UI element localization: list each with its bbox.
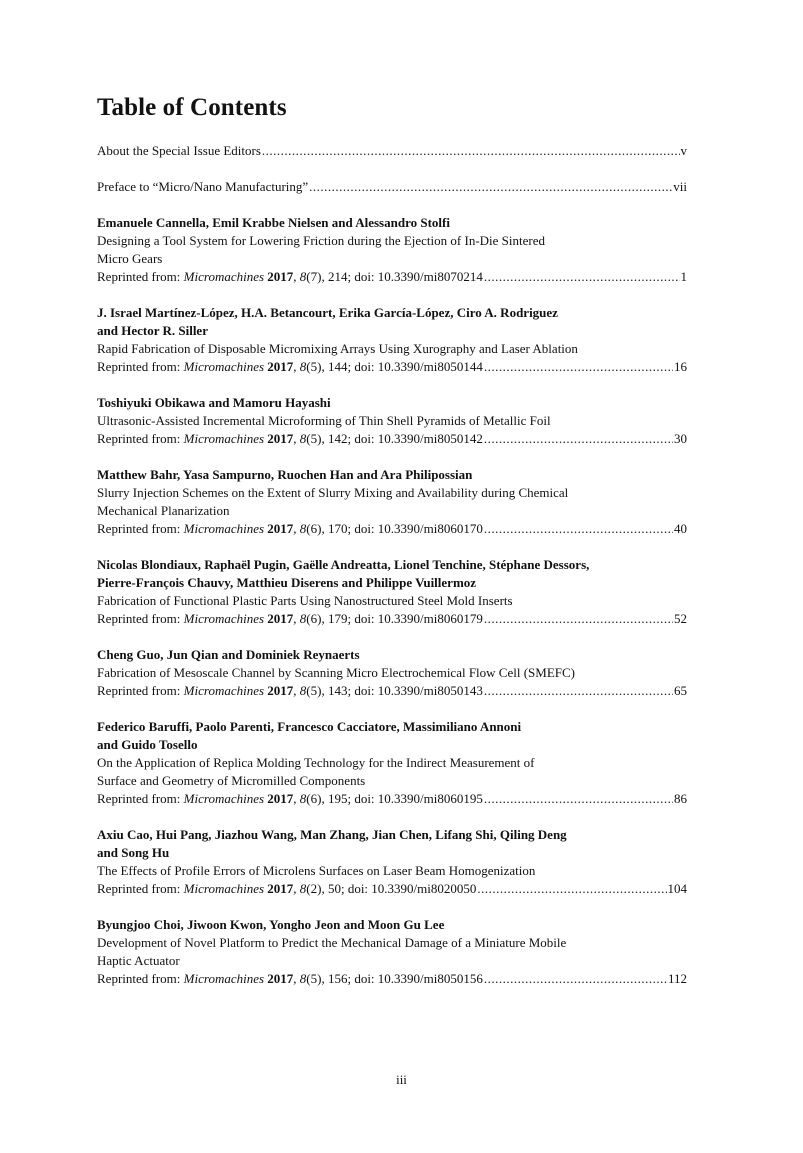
entry-authors: Byungjoo Choi, Jiwoon Kwon, Yongho Jeon and Moon Gu Lee — [97, 917, 445, 932]
dot-leader — [484, 610, 673, 628]
reprint-prefix: Reprinted from: — [97, 611, 184, 626]
entry-reprint-line — [97, 880, 687, 898]
journal-year: 2017 — [267, 269, 294, 284]
entry-reprint-line — [97, 790, 687, 808]
reprint-prefix: Reprinted from: — [97, 359, 184, 374]
reprint-prefix: Reprinted from: — [97, 269, 184, 284]
entry-authors: Cheng Guo, Jun Qian and Dominiek Reynaerts — [97, 647, 360, 662]
toc-entry[interactable] — [97, 214, 687, 286]
entry-reprint-line — [97, 970, 687, 988]
journal-volume: 8 — [299, 521, 307, 536]
citation-details: (2), 50; doi: 10.3390/mi8020050 — [306, 881, 477, 896]
toc-page-number: 86 — [674, 791, 687, 806]
toc-page-number: 30 — [674, 431, 687, 446]
entry-reprint-line — [97, 520, 687, 538]
entry-authors: and Hector R. Siller — [97, 323, 208, 338]
entry-title: Surface and Geometry of Micromilled Components — [97, 773, 366, 788]
toc-entries — [97, 214, 687, 988]
entry-reprint-line — [97, 358, 687, 376]
separator: , — [293, 359, 300, 374]
dot-leader — [484, 790, 673, 808]
journal-name: Micromachines — [183, 683, 265, 698]
toc-page-number: vii — [673, 179, 687, 194]
journal-volume: 8 — [299, 269, 307, 284]
entry-authors: Axiu Cao, Hui Pang, Jiazhou Wang, Man Zhang, Jian Chen, Lifang Shi, Qiling Deng — [97, 827, 567, 842]
journal-name: Micromachines — [183, 791, 265, 806]
entry-authors: and Guido Tosello — [97, 737, 198, 752]
journal-name: Micromachines — [183, 269, 265, 284]
entry-title: Fabrication of Functional Plastic Parts Using Nanostructured Steel Mold Inserts — [97, 593, 513, 608]
toc-page-number: 65 — [674, 683, 687, 698]
entry-authors: Federico Baruffi, Paolo Parenti, Francesco Cacciatore, Massimiliano Annoni — [97, 719, 522, 734]
entry-authors: Nicolas Blondiaux, Raphaël Pugin, Gaëlle Andreatta, Lionel Tenchine, Stéphane Dessors, — [97, 557, 590, 572]
entry-title: On the Application of Replica Molding Technology for the Indirect Measurement of — [97, 755, 535, 770]
entry-reprint-line — [97, 268, 687, 286]
dot-leader — [484, 358, 673, 376]
entry-title: Rapid Fabrication of Disposable Micromixing Arrays Using Xurography and Laser Ablation — [97, 341, 578, 356]
reprint-citation — [97, 268, 483, 286]
toc-entry[interactable] — [97, 394, 687, 448]
entry-reprint-line — [97, 430, 687, 448]
entry-title: Fabrication of Mesoscale Channel by Scanning Micro Electrochemical Flow Cell (SMEFC) — [97, 665, 576, 680]
separator: , — [293, 683, 300, 698]
journal-year: 2017 — [267, 521, 294, 536]
toc-front-item[interactable] — [97, 142, 687, 160]
reprint-citation — [97, 520, 483, 538]
journal-name: Micromachines — [183, 611, 265, 626]
journal-year: 2017 — [267, 359, 294, 374]
entry-authors: J. Israel Martínez-López, H.A. Betancourt, Erika García-López, Ciro A. Rodriguez — [97, 305, 558, 320]
reprint-citation — [97, 358, 483, 376]
journal-name: Micromachines — [183, 971, 265, 986]
toc-entry[interactable] — [97, 466, 687, 538]
journal-volume: 8 — [299, 971, 307, 986]
dot-leader — [484, 682, 673, 700]
journal-volume: 8 — [299, 611, 307, 626]
toc-entry[interactable] — [97, 556, 687, 628]
journal-name: Micromachines — [183, 359, 265, 374]
entry-title: Development of Novel Platform to Predict the Mechanical Damage of a Miniature Mobile — [97, 935, 567, 950]
reprint-citation — [97, 610, 483, 628]
separator: , — [293, 269, 300, 284]
journal-year: 2017 — [267, 611, 294, 626]
entry-title: Micro Gears — [97, 251, 163, 266]
entry-title: Ultrasonic-Assisted Incremental Microforming of Thin Shell Pyramids of Metallic Foil — [97, 413, 551, 428]
toc-page-number: 40 — [674, 521, 687, 536]
dot-leader — [484, 430, 673, 448]
toc-front-item[interactable] — [97, 178, 687, 196]
entry-authors: Emanuele Cannella, Emil Krabbe Nielsen and Alessandro Stolfi — [97, 215, 450, 230]
reprint-citation — [97, 880, 476, 898]
table-of-contents — [97, 142, 687, 988]
separator: , — [293, 521, 300, 536]
entry-authors: Toshiyuki Obikawa and Mamoru Hayashi — [97, 395, 331, 410]
dot-leader — [484, 268, 680, 286]
entry-title: Mechanical Planarization — [97, 503, 230, 518]
entry-authors: Pierre-François Chauvy, Matthieu Diserens and Philippe Vuillermoz — [97, 575, 477, 590]
citation-details: (5), 156; doi: 10.3390/mi8050156 — [306, 971, 483, 986]
toc-page-number: 112 — [667, 971, 687, 986]
separator: , — [293, 431, 300, 446]
toc-page-number: v — [680, 143, 687, 158]
reprint-citation — [97, 790, 483, 808]
reprint-citation — [97, 682, 483, 700]
journal-volume: 8 — [299, 359, 307, 374]
journal-name: Micromachines — [183, 881, 265, 896]
journal-name: Micromachines — [183, 431, 265, 446]
reprint-prefix: Reprinted from: — [97, 881, 184, 896]
entry-reprint-line — [97, 682, 687, 700]
citation-details: (5), 142; doi: 10.3390/mi8050142 — [306, 431, 483, 446]
reprint-prefix: Reprinted from: — [97, 683, 184, 698]
reprint-prefix: Reprinted from: — [97, 431, 184, 446]
toc-entry[interactable] — [97, 916, 687, 988]
toc-front-label: Preface to “Micro/Nano Manufacturing” — [97, 179, 309, 194]
journal-year: 2017 — [267, 431, 294, 446]
entry-title: Slurry Injection Schemes on the Extent of Slurry Mixing and Availability during Chemical — [97, 485, 569, 500]
journal-volume: 8 — [299, 683, 307, 698]
dot-leader — [477, 880, 666, 898]
citation-details: (6), 179; doi: 10.3390/mi8060179 — [306, 611, 483, 626]
dot-leader — [484, 520, 673, 538]
separator: , — [293, 611, 300, 626]
citation-details: (5), 144; doi: 10.3390/mi8050144 — [306, 359, 483, 374]
toc-entry[interactable] — [97, 646, 687, 700]
reprint-prefix: Reprinted from: — [97, 791, 184, 806]
dot-leader — [309, 178, 672, 196]
separator: , — [293, 881, 300, 896]
page-number: iii — [396, 1072, 407, 1087]
journal-year: 2017 — [267, 791, 294, 806]
journal-volume: 8 — [299, 431, 307, 446]
page-title: Table of Contents — [97, 94, 287, 121]
toc-page-number: 1 — [680, 269, 687, 284]
citation-details: (6), 170; doi: 10.3390/mi8060170 — [306, 521, 483, 536]
citation-details: (5), 143; doi: 10.3390/mi8050143 — [306, 683, 483, 698]
journal-year: 2017 — [267, 971, 294, 986]
entry-authors: and Song Hu — [97, 845, 170, 860]
reprint-prefix: Reprinted from: — [97, 971, 184, 986]
entry-title: The Effects of Profile Errors of Microlens Surfaces on Laser Beam Homogenization — [97, 863, 536, 878]
reprint-prefix: Reprinted from: — [97, 521, 184, 536]
toc-entry[interactable] — [97, 826, 687, 898]
journal-volume: 8 — [299, 791, 307, 806]
toc-page-number: 16 — [674, 359, 687, 374]
toc-page-number: 52 — [674, 611, 687, 626]
dot-leader — [484, 970, 667, 988]
toc-front-label: About the Special Issue Editors — [97, 143, 261, 158]
toc-entry[interactable] — [97, 718, 687, 808]
entry-title: Designing a Tool System for Lowering Friction during the Ejection of In-Die Sintered — [97, 233, 545, 248]
entry-authors: Matthew Bahr, Yasa Sampurno, Ruochen Han and Ara Philipossian — [97, 467, 473, 482]
separator: , — [293, 971, 300, 986]
journal-name: Micromachines — [183, 521, 265, 536]
toc-entry[interactable] — [97, 304, 687, 376]
journal-volume: 8 — [299, 881, 307, 896]
reprint-citation — [97, 970, 483, 988]
journal-year: 2017 — [267, 881, 294, 896]
separator: , — [293, 791, 300, 806]
reprint-citation — [97, 430, 483, 448]
journal-year: 2017 — [267, 683, 294, 698]
entry-title: Haptic Actuator — [97, 953, 180, 968]
entry-reprint-line — [97, 610, 687, 628]
citation-details: (7), 214; doi: 10.3390/mi8070214 — [306, 269, 483, 284]
toc-page-number: 104 — [667, 881, 687, 896]
citation-details: (6), 195; doi: 10.3390/mi8060195 — [306, 791, 483, 806]
dot-leader — [262, 142, 680, 160]
